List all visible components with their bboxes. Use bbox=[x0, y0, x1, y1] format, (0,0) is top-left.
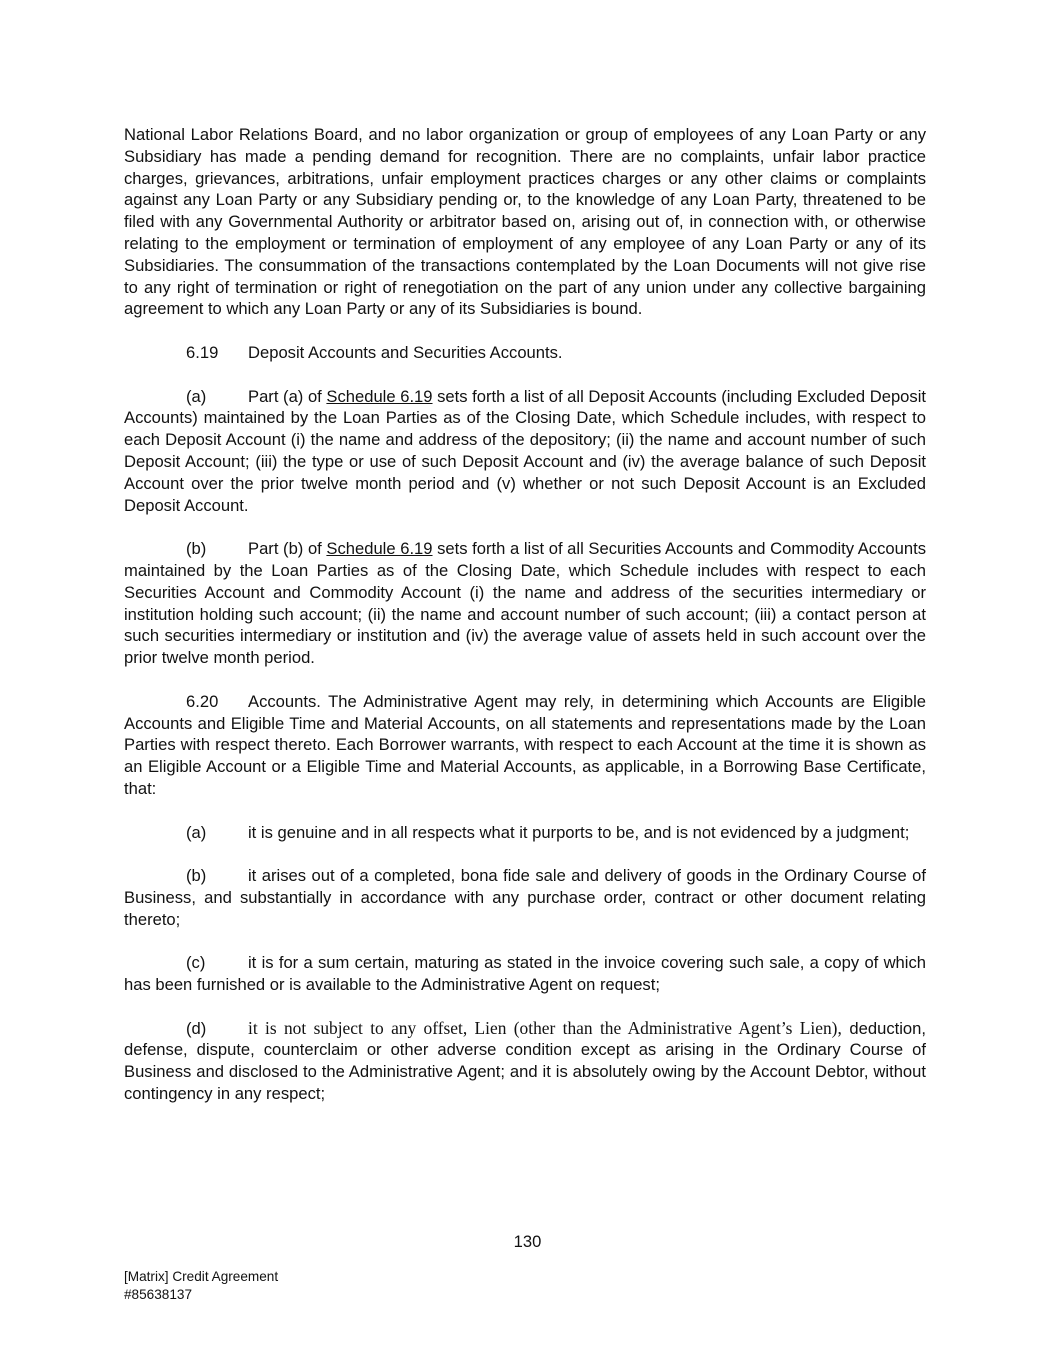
item-text: Part (b) of bbox=[248, 539, 327, 559]
document-title: [Matrix] Credit Agreement bbox=[124, 1269, 279, 1284]
item-text: deduction, defense, dispute, counterclaim or other adverse condition except as arising in the Ordinary Course of Business and disclosed to the Administrative Agent; and it is absolutely owing by the Account Debtor, without contingency in any respect; bbox=[124, 1018, 926, 1104]
section-text: Accounts. The Administrative Agent may rely, in determining which Accounts are Eligible Accounts and Eligible Time and Material Accounts, on all statements and representations made by the Loan Parties with respect thereto. Each Borrower warrants, with respect to each Account at the time it is shown as an Eligible Account or a Eligible Time and Material Accounts, as applicable, in a Borrowing Base Certificate, that: bbox=[124, 691, 926, 798]
section-6-20-paragraph bbox=[124, 691, 926, 800]
paragraph-labor-relations: National Labor Relations Board, and no labor organization or group of employees of any Loan Party or any Subsidiary has made a pending demand for recognition. There are no complaints, unfair labor practice charges, grievances, arbitrations, unfair employment practices charges or any other claims or complaints against any Loan Party or any Subsidiary pending or, to the knowledge of any Loan Party, threatened to be filed with any Governmental Authority or arbitrator based on, arising out of, in connection with, or otherwise relating to the employment or termination of employment of any employee of any Loan Party or any of its Subsidiaries. The consummation of the transactions contemplated by the Loan Documents will not give rise to any right of termination or right of renegotiation on the part of any union under any collective bargaining agreement to which any Loan Party or any of its Subsidiaries is bound. bbox=[124, 125, 926, 319]
item-label: (a) bbox=[186, 386, 207, 406]
item-text: sets forth a list of all Deposit Accounts (including Excluded Deposit Accounts) maintained by the Loan Parties as of the Closing Date, which Schedule includes, with respect to each Deposit Account (i) the name and address of the depository; (ii) the name and account number of such Deposit Account; (iii) the type or use of such Deposit Account and (iv) the average balance of such Deposit Account over the prior twelve month period and (v) whether or not such Deposit Account is an Excluded Deposit Account. bbox=[124, 386, 927, 515]
page-number: 130 bbox=[513, 1232, 542, 1251]
schedule-reference: Schedule 6.19 bbox=[326, 539, 433, 559]
document-id: #85638137 bbox=[124, 1287, 193, 1302]
section-6-20-item-d bbox=[124, 1018, 926, 1105]
item-text: it is for a sum certain, maturing as stated in the invoice covering such sale, a copy of which has been furnished or is available to the Administrative Agent on request; bbox=[124, 953, 926, 995]
item-text: sets forth a list of all Securities Accounts and Commodity Accounts maintained by the Loan Parties as of the Closing Date, which Schedule includes with respect to each Securities Account and Commodity Account (i) the name and address of the securities intermediary or institution holding such account; (ii) the name and account number of such account; (iii) a contact person at such securities intermediary or institution and (iv) the average value of assets held in such account over the prior twelve month period. bbox=[124, 539, 926, 668]
item-label: (d) bbox=[186, 1018, 207, 1038]
section-6-19-item-b bbox=[124, 538, 926, 669]
section-6-20-item-c bbox=[124, 952, 926, 996]
item-text: it is genuine and in all respects what it purports to be, and is not evidenced by a judgment; bbox=[248, 822, 910, 842]
section-6-19-item-a bbox=[124, 386, 926, 517]
item-text: it arises out of a completed, bona fide sale and delivery of goods in the Ordinary Course of Business, and substantially in accordance with any purchase order, contract or other document relating thereto; bbox=[124, 866, 926, 929]
page-content bbox=[124, 124, 926, 1127]
schedule-reference: Schedule 6.19 bbox=[326, 386, 433, 406]
section-6-20-item-a bbox=[124, 822, 926, 844]
item-label: (b) bbox=[186, 539, 207, 559]
item-label: (a) bbox=[186, 822, 207, 842]
item-text-serif: it is not subject to any offset, Lien (other than the Administrative Agent’s Lien), bbox=[248, 1017, 842, 1038]
section-title: Deposit Accounts and Securities Accounts. bbox=[248, 342, 563, 362]
item-label: (b) bbox=[186, 866, 207, 886]
document-footer bbox=[124, 1268, 278, 1304]
section-6-19-heading bbox=[124, 342, 926, 364]
section-number: 6.20 bbox=[186, 691, 219, 711]
section-number: 6.19 bbox=[186, 342, 219, 362]
item-text: Part (a) of bbox=[248, 386, 327, 406]
section-6-20-item-b bbox=[124, 865, 926, 930]
item-label: (c) bbox=[186, 953, 206, 973]
